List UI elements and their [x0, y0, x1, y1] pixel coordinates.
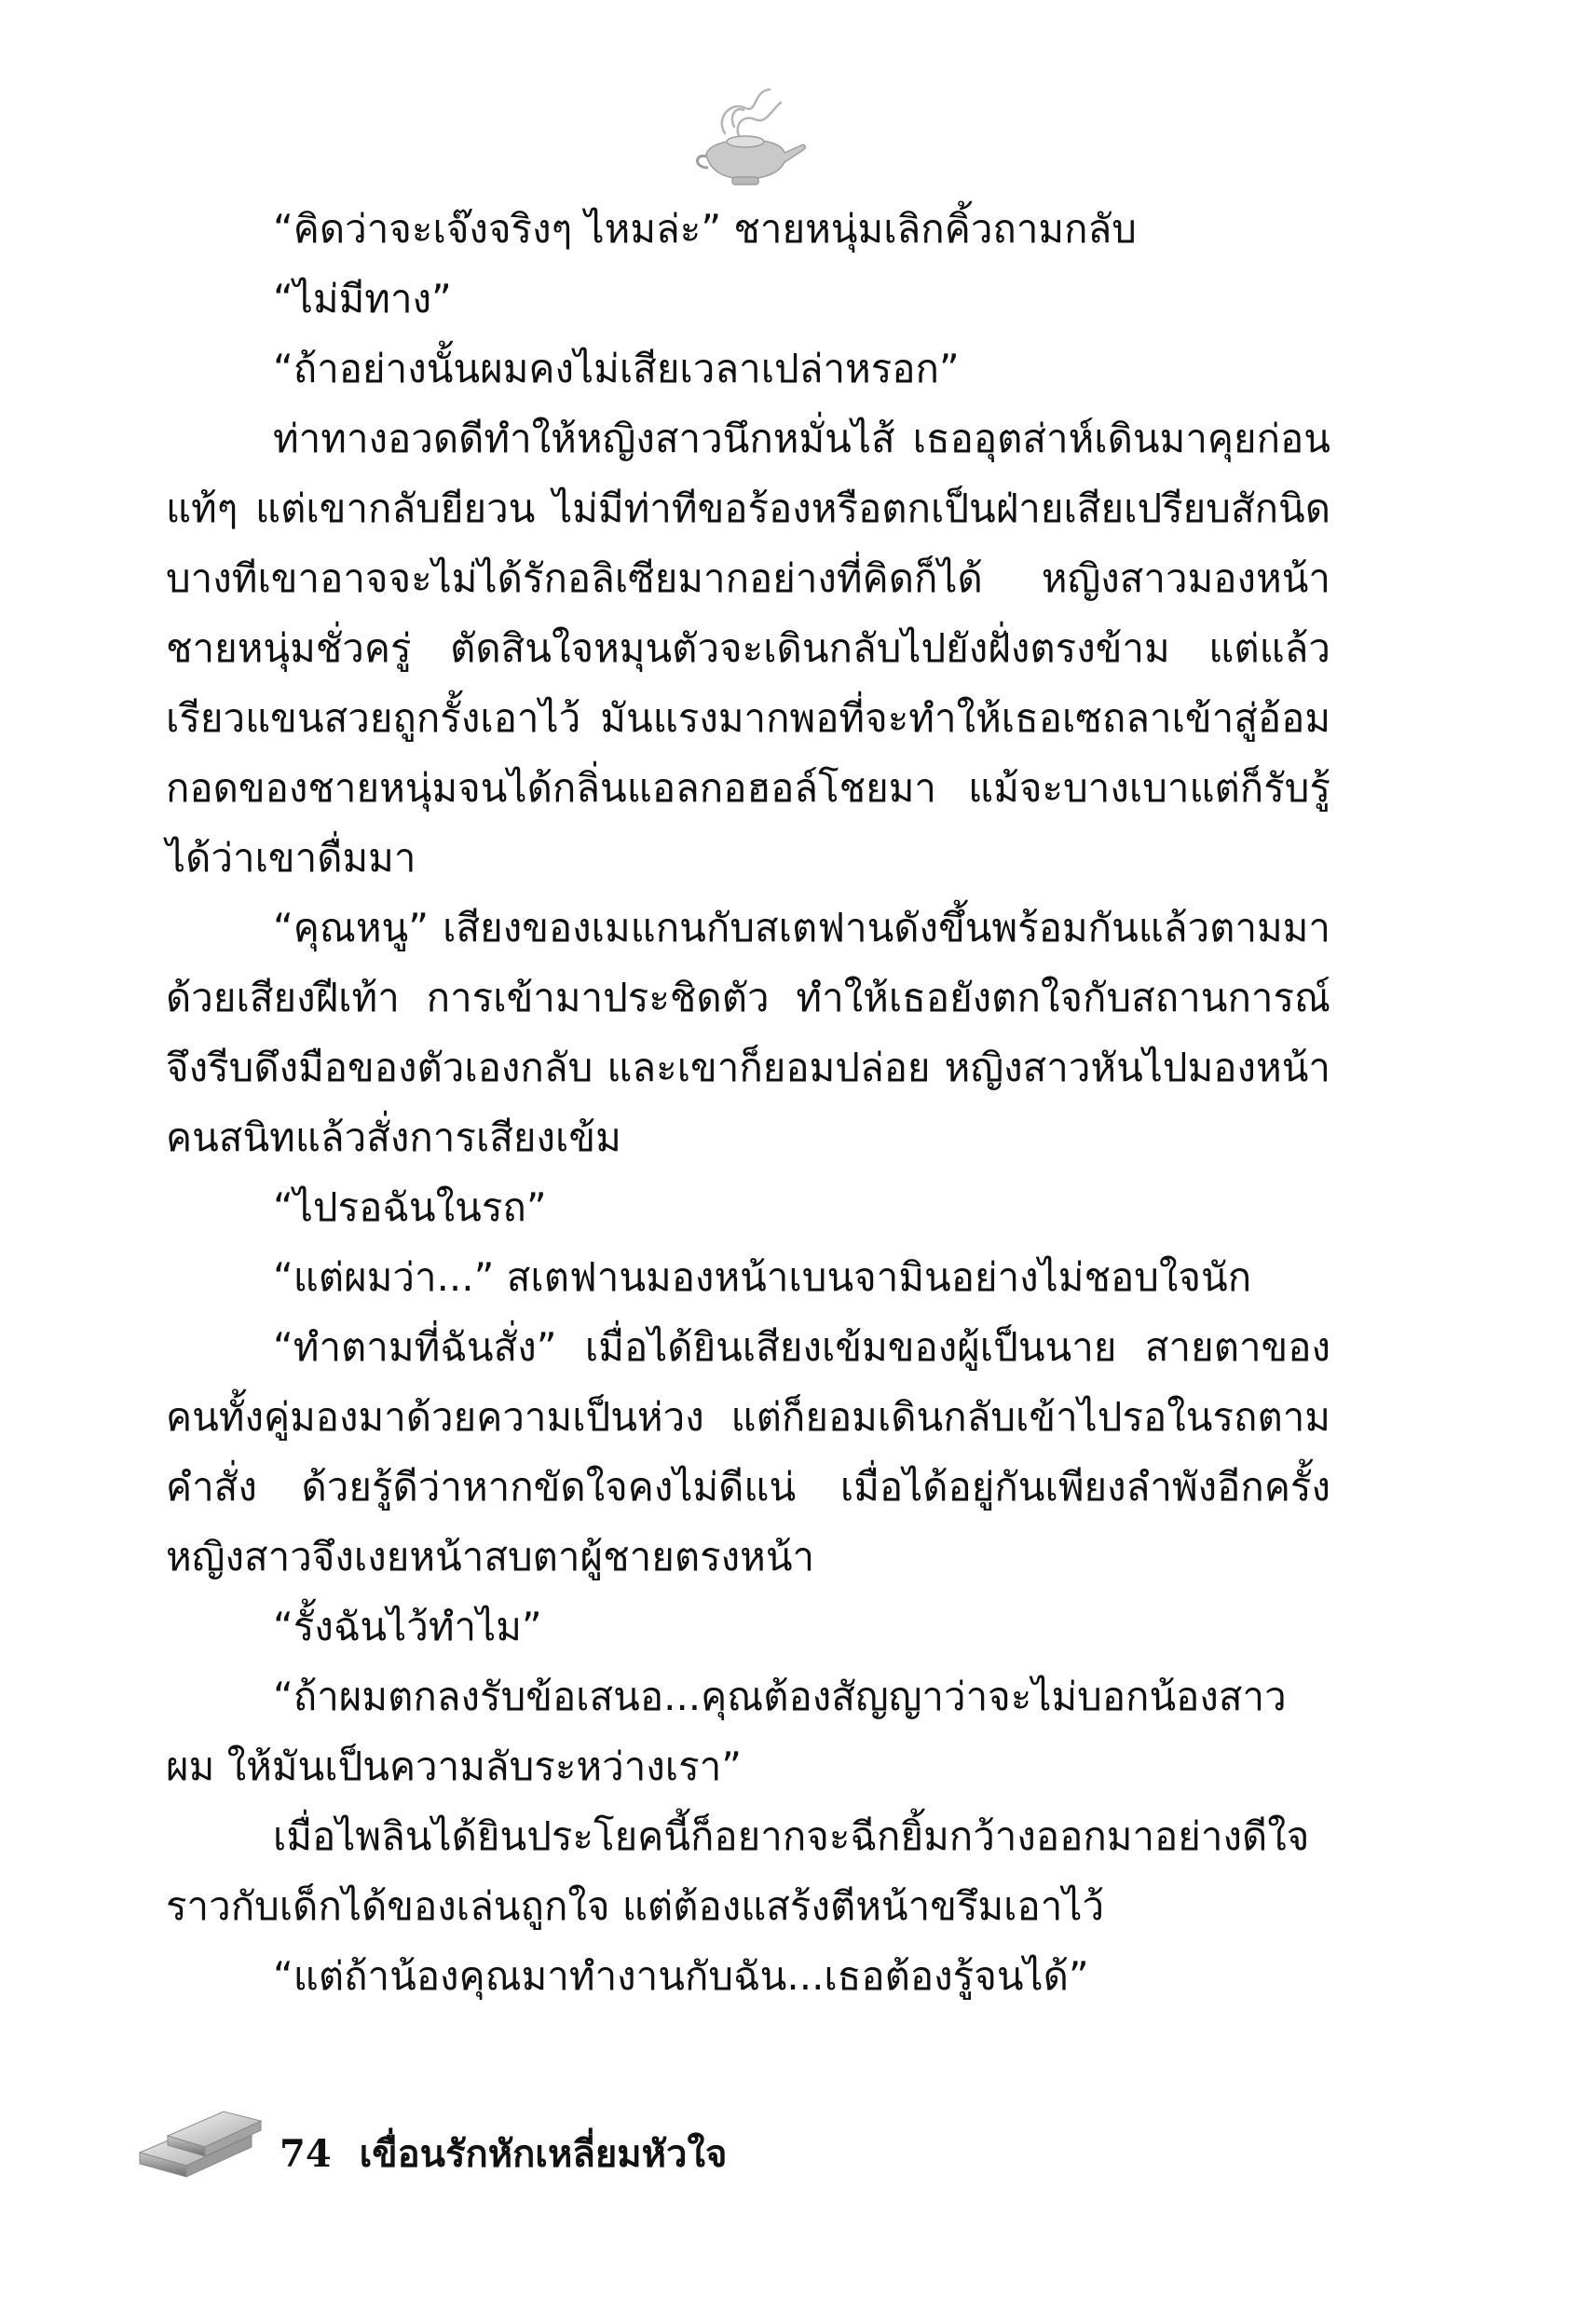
paragraph: “แต่ถ้าน้องคุณมาทำงานกับฉัน...เธอต้องรู้จนได้” — [273, 1953, 1089, 1999]
paragraph: “ไปรอฉันในรถ” — [273, 1184, 547, 1230]
gold-bars-icon — [130, 2087, 280, 2190]
paragraph: เมื่อไพลินได้ยินประโยคนี้ก็อยากจะฉีกยิ้มกว้างออกมาอย่างดีใจราวกับเด็กได้ของเล่นถูกใจ แต่ต้องแสร้งตีหน้าขรึมเอาไว้ — [166, 1813, 1310, 1929]
paragraph: “แต่ผมว่า...” สเตฟานมองหน้าเบนจามินอย่างไม่ชอบใจนัก — [273, 1254, 1252, 1300]
paragraph: “ถ้าอย่างนั้นผมคงไม่เสียเวลาเปล่าหรอก” — [273, 346, 960, 391]
page-number: 74 — [280, 2132, 332, 2176]
paragraph: “ถ้าผมตกลงรับข้อเสนอ...คุณต้องสัญญาว่าจะไม่บอกน้องสาวผม ให้มันเป็นความลับระหว่างเรา” — [166, 1674, 1287, 1789]
paragraph: “คุณหนู” เสียงของเมแกนกับสเตฟานดังขึ้นพร้อมกันแล้วตามมาด้วยเสียงฝีเท้า การเข้ามาประชิดตัว ทำให้เธอยังตกใจกับสถานการณ์ จึงรีบดึงมือของตัวเองกลับ และเขาก็ยอมปล่อย หญิงสาวหันไปมองหน้าคนสนิทแล้วสั่งการเสียงเข้ม — [166, 905, 1330, 1160]
footer-label — [280, 2128, 727, 2181]
paragraph: “คิดว่าจะเจ๊งจริงๆ ไหมล่ะ” ชายหนุ่มเลิกคิ้วถามกลับ — [273, 206, 1137, 252]
body-text — [166, 194, 1330, 2011]
book-title: เขื่อนรักหักเหลี่ยมหัวใจ — [359, 2132, 728, 2176]
paragraph: “รั้งฉันไว้ทำไม” — [273, 1604, 542, 1649]
paragraph: “ทำตามที่ฉันสั่ง” เมื่อได้ยินเสียงเข้มของผู้เป็นนาย สายตาของคนทั้งคู่มองมาด้วยความเป็นห่วง แต่ก็ยอมเดินกลับเข้าไปรอในรถตามคำสั่ง ด้วยรู้ดีว่าหากขัดใจคงไม่ดีแน่ เมื่อได้อยู่กันเพียงลำพังอีกครั้ง หญิงสาวจึงเงยหน้าสบตาผู้ชายตรงหน้า — [166, 1324, 1330, 1579]
page-footer — [130, 2087, 969, 2199]
paragraph: ท่าทางอวดดีทำให้หญิงสาวนึกหมั่นไส้ เธออุตส่าห์เดินมาคุยก่อนแท้ๆ แต่เขากลับยียวน ไม่มีท่าทีขอร้องหรือตกเป็นฝ่ายเสียเปรียบสักนิด บางทีเขาอาจจะไม่ได้รักอลิเซียมากอย่างที่คิดก็ได้ หญิงสาวมองหน้าชายหนุ่มชั่วครู่ ตัดสินใจหมุนตัวจะเดินกลับไปยังฝั่งตรงข้าม แต่แล้วเรียวแขนสวยถูกรั้งเอาไว้ มันแรงมากพอที่จะทำให้เธอเซถลาเข้าสู่อ้อมกอดของชายหนุ่มจนได้กลิ่นแอลกอฮอล์โชยมา แม้จะบางเบาแต่ก็รับรู้ได้ว่าเขาดื่มมา — [166, 416, 1330, 881]
paragraph: “ไม่มีทาง” — [273, 276, 452, 321]
magic-lamp-icon — [688, 82, 809, 194]
